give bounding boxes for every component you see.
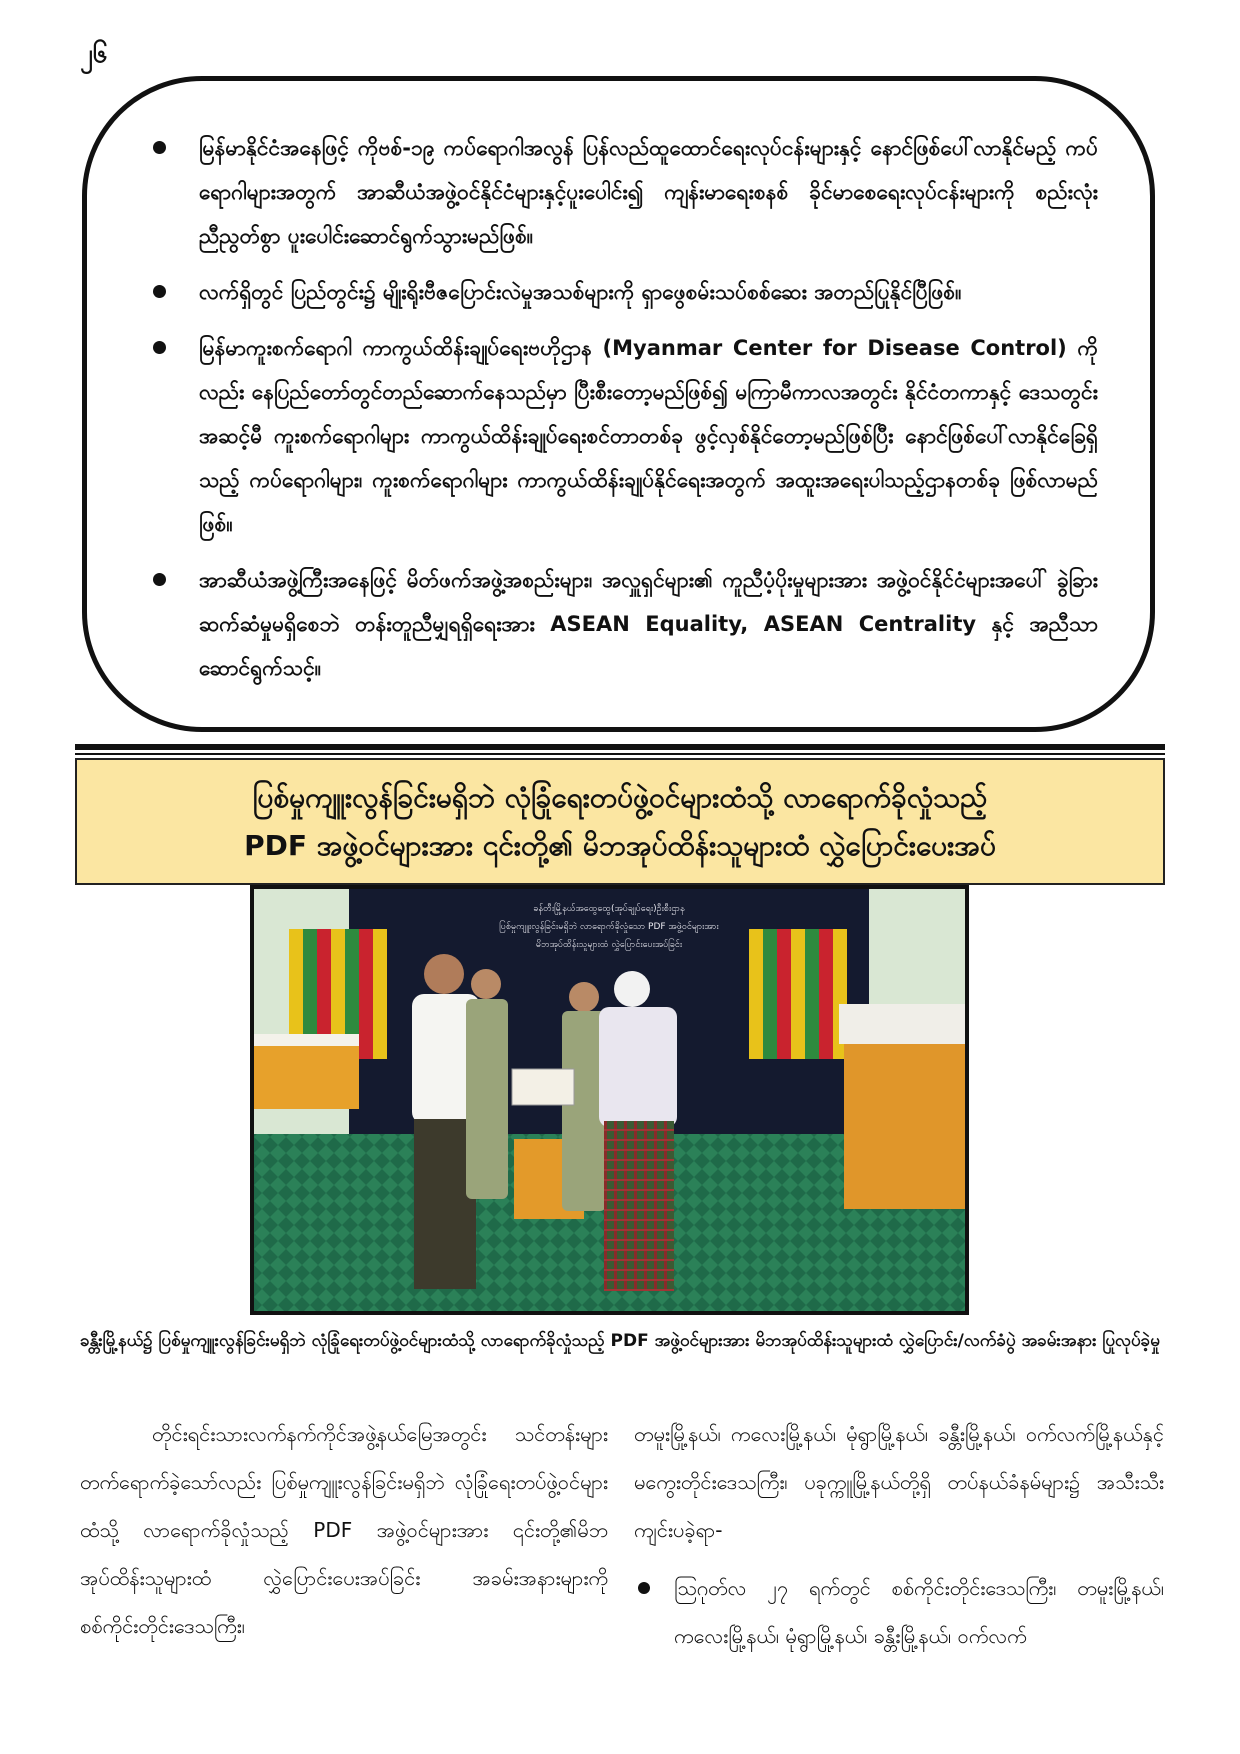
key-point-item xyxy=(147,270,1098,314)
key-point-text: မြန်မာနိုင်ငံအနေဖြင့် ကိုဗစ်-၁၉ ကပ်ရောဂါအလွန် ပြန်လည်ထူထောင်ရေးလုပ်ငန်းများနှင့် နောင်ဖြစ်ပေါ်လာနိုင်မည့် ကပ်ရောဂါများအတွက် အာဆီယံအဖွဲ့ဝင်နိုင်ငံများနှင့်ပူးပေါင်း၍ ကျန်းမာရေးစနစ် ခိုင်မာစေရေးလုပ်ငန်းများကို စည်းလုံးညီညွတ်စွာ ပူးပေါင်းဆောင်ရွက်သွားမည်ဖြစ်။ xyxy=(199,136,1098,248)
body-bullet-item xyxy=(634,1564,1164,1660)
banner-text-3: မိဘအုပ်ထိန်းသူများထံ လွှဲပြောင်းပေးအပ်ခြင်း xyxy=(535,940,683,950)
key-points-box xyxy=(82,76,1155,732)
bullet-icon xyxy=(153,285,166,298)
body-column-right xyxy=(634,1410,1164,1660)
body-column-left xyxy=(80,1410,608,1650)
key-point-text: လက်ရှိတွင် ပြည်တွင်း၌ မျိုးရိုးဗီဇပြောင်းလဲမှုအသစ်များကို ရှာဖွေစမ်းသပ်စစ်ဆေး အတည်ပြုနိုင်ပြီဖြစ်။ xyxy=(199,280,962,304)
person-recipient xyxy=(599,971,677,1291)
headline-line-2: PDF အဖွဲ့ဝင်များအား ၎င်းတို့၏ မိဘအုပ်ထိန်းသူများထံ လွှဲပြောင်းပေးအပ် xyxy=(244,828,996,862)
key-point-item xyxy=(147,558,1098,690)
gift-box xyxy=(512,1069,574,1105)
banner-text-2: ပြစ်မှုကျူးလွန်ခြင်းမရှိဘဲ လာရောက်ခိုလှုံသော PDF အဖွဲ့ဝင်များအား xyxy=(499,922,719,932)
key-point-text: မြန်မာကူးစက်ရောဂါ ကာကွယ်ထိန်းချုပ်ရေးဗဟိုဌာန (Myanmar Center for Disease Control) ကိုလည်း နေပြည်တော်တွင်တည်ဆောက်နေသည်မှာ ပြီးစီးတော့မည်ဖြစ်၍ မကြာမီကာလအတွင်း နိုင်ငံတကာနှင့် ဒေသတွင်းအဆင့်မီ ကူးစက်ရောဂါများ ကာကွယ်ထိန်းချုပ်ရေးစင်တာတစ်ခု ဖွင့်လှစ်နိုင်တော့မည်ဖြစ်ပြီး နောင်ဖြစ်ပေါ်လာနိုင်ခြေရှိသည့် ကပ်ရောဂါများ၊ ကူးစက်ရောဂါများ ကာကွယ်ထိန်းချုပ်နိုင်ရေးအတွက် အထူးအရေးပါသည့်ဌာနတစ်ခု ဖြစ်လာမည်ဖြစ်။ xyxy=(199,336,1098,536)
headline-line-1: ပြစ်မှုကျူးလွန်ခြင်းမရှိဘဲ လုံခြုံရေးတပ်ဖွဲ့ဝင်များထံသို့ လာရောက်ခိုလှုံသည့် xyxy=(252,780,988,814)
page-number: ၂၆ xyxy=(80,39,108,69)
key-points-list xyxy=(147,126,1098,690)
key-point-item xyxy=(147,126,1098,258)
bullet-icon xyxy=(638,1582,650,1594)
body-paragraph: တိုင်းရင်းသားလက်နက်ကိုင်အဖွဲ့နယ်မြေအတွင်း သင်တန်းများ တက်ရောက်ခဲ့သော်လည်း ပြစ်မှုကျူးလွန်ခြင်းမရှိဘဲ လုံခြုံရေးတပ်ဖွဲ့ဝင်များထံသို့ လာရောက်ခိုလှုံသည့် PDF အဖွဲ့ဝင်များအား ၎င်းတို့၏မိဘအုပ်ထိန်းသူများထံ လွှဲပြောင်းပေးအပ်ခြင်း အခမ်းအနားများကို စစ်ကိုင်းတိုင်းဒေသကြီး၊ xyxy=(80,1422,608,1638)
table-left xyxy=(254,1039,359,1109)
body-paragraph: တမူးမြို့နယ်၊ ကလေးမြို့နယ်၊ မုံရွာမြို့နယ်၊ ခန္တီးမြို့နယ်၊ ဝက်လက်မြို့နယ်နှင့် မကွေးတိုင်းဒေသကြီး၊ ပခုက္ကူမြို့နယ်တို့ရှိ တပ်နယ်ခံနမ်များ၌ အသီးသီးကျင်းပခဲ့ရာ- xyxy=(634,1422,1164,1542)
key-point-item xyxy=(147,326,1098,546)
flags-right xyxy=(749,929,847,1059)
event-photo xyxy=(250,885,969,1315)
headline-box xyxy=(75,758,1165,885)
section-divider-thin xyxy=(75,753,1165,755)
person-attendant-1 xyxy=(466,969,508,1199)
bullet-icon xyxy=(153,573,166,586)
bullet-icon xyxy=(153,341,166,354)
section-divider xyxy=(75,744,1165,750)
body-bullet-text: ဩဂုတ်လ ၂၇ ရက်တွင် စစ်ကိုင်းတိုင်းဒေသကြီး၊ တမူးမြို့နယ်၊ ကလေးမြို့နယ်၊ မုံရွာမြို့နယ်၊ ခန္တီးမြို့နယ်၊ ဝက်လက် xyxy=(674,1576,1164,1648)
banner-text-1: ခန်တီးမြို့နယ်အထွေထွေ(အုပ်ချုပ်ရေး)ဦးစီးဌာန xyxy=(533,904,685,914)
event-photo-illustration xyxy=(254,889,965,1311)
photo-caption: ခန္တီးမြို့နယ်၌ ပြစ်မှုကျူးလွန်ခြင်းမရှိဘဲ လုံခြုံရေးတပ်ဖွဲ့ဝင်များထံသို့ လာရောက်ခိုလှုံသည့် PDF အဖွဲ့ဝင်များအား မိဘအုပ်ထိန်းသူများထံ လွှဲပြောင်း/လက်ခံပွဲ အခမ်းအနား ပြုလုပ်ခဲ့မှု xyxy=(80,1331,1160,1351)
key-point-text: အာဆီယံအဖွဲ့ကြီးအနေဖြင့် မိတ်ဖက်အဖွဲ့အစည်းများ၊ အလှူရှင်များ၏ ကူညီပံ့ပိုးမှုများအား အဖွဲ့ဝင်နိုင်ငံများအပေါ် ခွဲခြားဆက်ဆံမှုမရှိစေဘဲ တန်းတူညီမျှရရှိရေးအား ASEAN Equality, ASEAN Centrality နှင့် အညီသာ ဆောင်ရွက်သင့်။ xyxy=(199,568,1098,680)
bullet-icon xyxy=(153,141,166,154)
